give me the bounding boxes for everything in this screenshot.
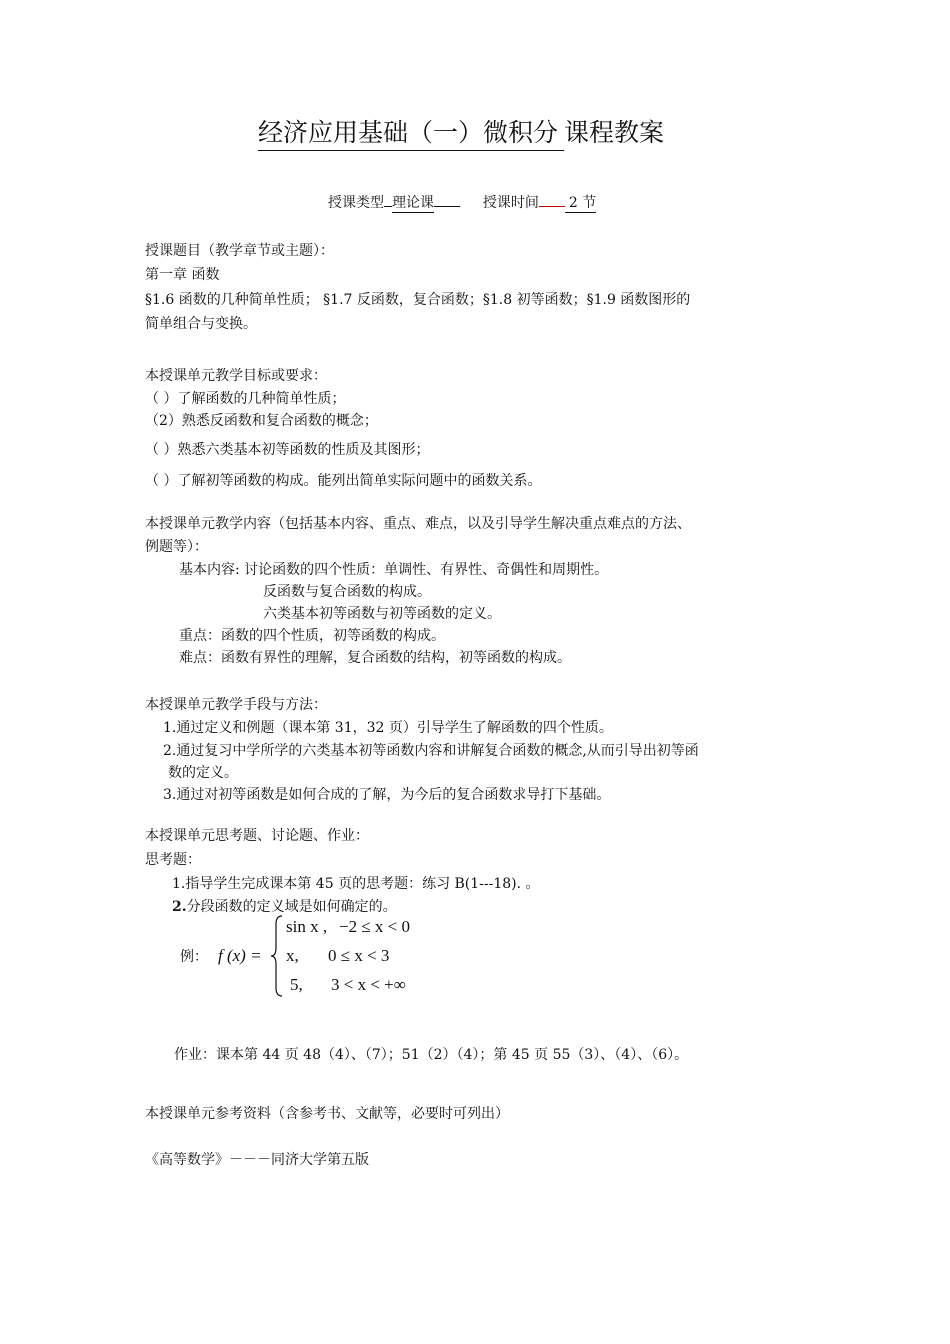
topic-chapter: 第一章 函数 — [145, 267, 220, 283]
course-type-value: 理论课 — [392, 195, 434, 211]
topic-sections-line2: 简单组合与变换。 — [145, 316, 257, 332]
content-basic-line3: 六类基本初等函数与初等函数的定义。 — [263, 606, 501, 622]
think-item-2-text: 分段函数的定义域是如何确定的。 — [186, 899, 397, 915]
document-title — [258, 116, 664, 151]
content-basic-line1: 基本内容: 讨论函数的四个性质：单调性、有界性、奇偶性和周期性。 — [179, 562, 609, 578]
case-2-cond: 0 ≤ x < 3 — [328, 946, 390, 965]
homework: 作业：课本第 44 页 48（4）、（7）；51（2）（4）；第 45 页 55（3）、（4）、（6）。 — [174, 1047, 689, 1063]
content-heading-line2: 例题等）： — [145, 539, 208, 555]
topic-heading: 授课题目（教学章节或主题）： — [145, 243, 334, 259]
piecewise-brace — [270, 914, 284, 998]
think-item-2-number: 2. — [172, 899, 187, 915]
references-item: 《高等数学》－－－同济大学第五版 — [145, 1152, 369, 1168]
case-2-expr: x, — [286, 946, 299, 965]
objective-item-3: （ ）熟悉六类基本初等函数的性质及其图形； — [145, 442, 430, 458]
case-1-expr: sin x , — [286, 917, 328, 936]
case-1-cond: −2 ≤ x < 0 — [339, 917, 411, 936]
content-key-points: 重点：函数的四个性质，初等函数的构成。 — [179, 628, 445, 644]
objective-item-2: （2）熟悉反函数和复合函数的概念； — [145, 413, 378, 429]
methods-heading: 本授课单元教学手段与方法： — [145, 697, 327, 713]
topic-sections-line1: §1.6 函数的几种简单性质； §1.7 反函数，复合函数；§1.8 初等函数；§1.9 函数图形的 — [145, 292, 691, 308]
course-time-label: 授课时间 — [482, 195, 539, 211]
references-heading: 本授课单元参考资料（含参考书、文献等，必要时可列出） — [145, 1106, 509, 1122]
title-tail: 课程教案 — [564, 118, 665, 147]
exercises-heading: 本授课单元思考题、讨论题、作业： — [145, 828, 369, 844]
think-label: 思考题： — [145, 852, 201, 868]
course-time-value: 2 节 — [565, 195, 596, 213]
objective-item-4: （ ）了解初等函数的构成。能列出简单实际问题中的函数关系。 — [145, 473, 542, 489]
methods-item-1: 1.通过定义和例题（课本第 31，32 页）引导学生了解函数的四个性质。 — [163, 720, 613, 736]
objectives-heading: 本授课单元教学目标或要求： — [145, 368, 327, 384]
content-difficulties: 难点：函数有界性的理解，复合函数的结构，初等函数的构成。 — [179, 650, 571, 666]
objective-item-1: （ ）了解函数的几种简单性质； — [145, 391, 346, 407]
course-time-blank — [539, 191, 565, 207]
methods-item-2-line2: 数的定义。 — [168, 765, 238, 781]
think-item-2 — [172, 897, 397, 917]
case-3-expr: 5, — [290, 975, 303, 994]
content-basic-line2: 反函数与复合函数的构成。 — [263, 584, 431, 600]
formula-lhs: f (x) = — [218, 946, 262, 965]
course-type-label: 授课类型 — [328, 195, 384, 211]
content-heading-line1: 本授课单元教学内容（包括基本内容、重点、难点，以及引导学生解决重点难点的方法、 — [145, 516, 691, 532]
methods-item-3: 3.通过对初等函数是如何合成的了解，为今后的复合函数求导打下基础。 — [163, 787, 611, 803]
course-info-line — [328, 191, 596, 213]
think-item-1: 1.指导学生完成课本第 45 页的思考题：练习 B(1---18). 。 — [172, 876, 540, 892]
title-main: 经济应用基础（一）微积分 — [258, 116, 564, 151]
example-label: 例： — [180, 949, 208, 965]
case-3-cond: 3 < x < +∞ — [331, 975, 406, 994]
methods-item-2-line1: 2.通过复习中学所学的六类基本初等函数内容和讲解复合函数的概念,从而引导出初等函 — [163, 743, 699, 759]
